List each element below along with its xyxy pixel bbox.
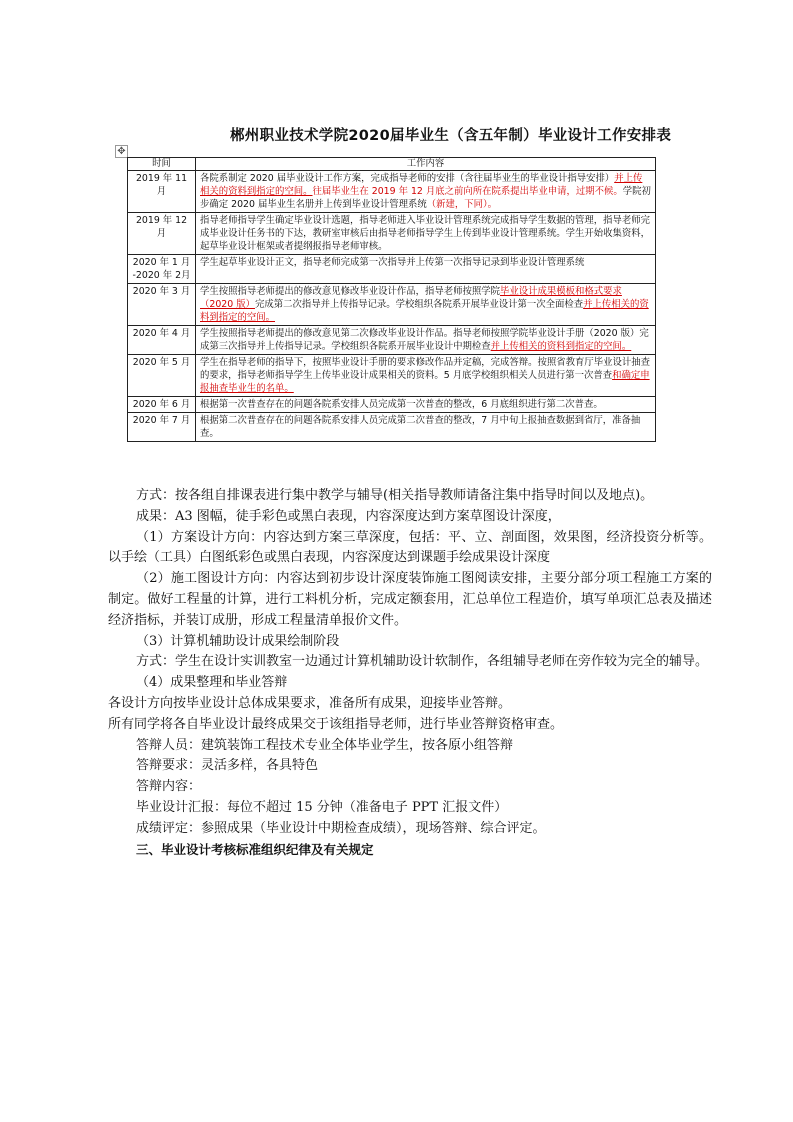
highlighted-text: 并上传相关的资料到指定的空间。	[490, 341, 632, 352]
content-text: 根据第二次普查存在的问题各院系安排人员完成第二次普查的整改，7 月中旬上报抽查数据到省厅，准备抽查。	[200, 415, 641, 439]
body-paragraph: 成绩评定：参照成果（毕业设计中期检查成绩），现场答辩、综合评定。	[136, 820, 546, 836]
body-paragraph: 方式：按各组自排课表进行集中教学与辅导(相关指导教师请备注集中指导时间以及地点)。	[136, 488, 654, 503]
table-row	[128, 213, 656, 255]
body-paragraph: （4）成果整理和毕业答辩	[136, 675, 288, 691]
row-time: 2019 年 11 月	[128, 171, 196, 213]
content-text: 指导老师指导学生确定毕业设计选题，指导老师进入毕业设计管理系统完成指导学生数据的管理，指导老师完成毕业设计任务书的下达，教研室审核后由指导老师指导学生上传到毕业设计管理系统。学生开始收集资料，起草毕业设计框架或者提纲报指导老师审核。	[200, 215, 651, 252]
table-row	[128, 413, 656, 442]
body-paragraph: 各设计方向按毕业设计总体成果要求，准备所有成果，迎接毕业答辩。	[108, 695, 512, 711]
table-row	[128, 284, 656, 326]
row-time: 2020 年 3 月	[128, 284, 196, 326]
content-text: 完成第二次指导并上传指导记录。学校组织各院系开展毕业设计第一次全面检查	[254, 299, 584, 310]
row-time: 2020 年 1 月 -2020 年 2月	[128, 255, 196, 284]
body-paragraph: 答辩人员：建筑装饰工程技术专业全体毕业学生，按各原小组答辩	[136, 737, 514, 753]
row-time: 2020 年 6 月	[128, 397, 196, 413]
row-content	[196, 413, 656, 442]
body-paragraph: 答辩内容：	[136, 779, 202, 795]
row-content	[196, 355, 656, 397]
row-content	[196, 171, 656, 213]
row-time: 2020 年 7 月	[128, 413, 196, 442]
highlighted-text: 毕业设计成果模板和格式要求（2020 版）	[200, 286, 622, 310]
body-text	[108, 486, 712, 860]
content-text: 学院初步确定 2020 届毕业生名册并上传到毕业设计管理系统	[200, 186, 651, 210]
row-content	[196, 284, 656, 326]
content-text: 学生起草毕业设计正文，指导老师完成第一次指导并上传第一次指导记录到毕业设计管理系统	[200, 257, 585, 268]
row-time: 2020 年 4 月	[128, 326, 196, 355]
highlighted-text: 并上传相关的资料到指定的空间。	[200, 173, 643, 197]
body-paragraph: （3）计算机辅助设计成果绘制阶段	[136, 633, 340, 649]
body-paragraph: 答辩要求：灵活多样，各具特色	[136, 758, 319, 774]
table-row	[128, 355, 656, 397]
highlighted-text: 并上传相关的资料到指定的空间。	[200, 299, 649, 323]
header-time: 时间	[128, 158, 196, 171]
table-row	[128, 171, 656, 213]
highlighted-text: （新建，下同）。	[426, 199, 498, 210]
content-text: 各院系制定 2020 届毕业设计工作方案，完成指导老师的安排（含往届毕业生的毕业设计指导安排）	[200, 173, 615, 184]
body-paragraph: 成果：A3 图幅，徒手彩色或黑白表现，内容深度达到方案草图设计深度，	[136, 508, 561, 524]
table-row	[128, 326, 656, 355]
content-text: 根据第一次普查存在的问题各院系安排人员完成第一次普查的整改，6 月底组织进行第二次普查。	[200, 399, 603, 410]
highlighted-text: 和确定申报抽查毕业生的名单。	[200, 370, 650, 394]
row-content	[196, 326, 656, 355]
content-text: 学生按照指导老师提出的修改意见修改毕业设计作品，指导老师按照学院	[200, 286, 501, 297]
highlighted-text: 往届毕业生在 2019 年 12 月底之前向所在院系提出毕业申请，过期不候。	[312, 186, 623, 197]
row-content	[196, 255, 656, 284]
row-time: 2020 年 5 月	[128, 355, 196, 397]
content-text: 学生在指导老师的指导下，按照毕业设计手册的要求修改作品并定稿，完成答辩。按照省教育厅毕业设计抽查的要求，指导老师指导学生上传毕业设计成果相关的资料。5 月底学校组织相关人员进行第一次普查	[200, 357, 651, 381]
row-time: 2019 年 12 月	[128, 213, 196, 255]
table-header-row	[128, 158, 656, 171]
document-title: 郴州职业技术学院2020届毕业生（含五年制）毕业设计工作安排表	[230, 128, 672, 144]
body-paragraph: （2）施工图设计方向：内容达到初步设计深度装饰施工图阅读安排，主要分部分项工程施工方案的制定。做好工程量的计算，进行工料机分析，完成定额套用，汇总单位工程造价，填写单项汇总表及描述经济指标，并装订成册，形成工程量清单报价文件。	[108, 571, 712, 628]
row-content	[196, 213, 656, 255]
body-paragraph: 方式：学生在设计实训教室一边通过计算机辅助设计软制作，各组辅导老师在旁作较为完全的辅导。	[136, 654, 709, 670]
table-row	[128, 397, 656, 413]
table-row	[128, 255, 656, 284]
section-heading: 三、毕业设计考核标准组织纪律及有关规定	[136, 841, 374, 857]
schedule-table	[127, 157, 656, 442]
table-move-handle-icon[interactable]: ✥	[115, 145, 128, 158]
body-paragraph: （1）方案设计方向：内容达到方案三草深度，包括：平、立、剖面图，效果图，经济投资分析等。以手绘（工具）白图纸彩色或黑白表现，内容深度达到课题手绘成果设计深度	[108, 529, 712, 566]
header-content: 工作内容	[196, 158, 656, 171]
body-paragraph: 毕业设计汇报：每位不超过 15 分钟（准备电子 PPT 汇报文件）	[136, 799, 508, 815]
body-paragraph: 所有同学将各自毕业设计最终成果交于该组指导老师，进行毕业答辩资格审查。	[108, 716, 564, 732]
content-text: 学生按照指导老师提出的修改意见第二次修改毕业设计作品。指导老师按照学院毕业设计手册（2020 版）完成第三次指导并上传指导记录。学校组织各院系开展毕业设计中期检查	[200, 328, 649, 352]
row-content	[196, 397, 656, 413]
